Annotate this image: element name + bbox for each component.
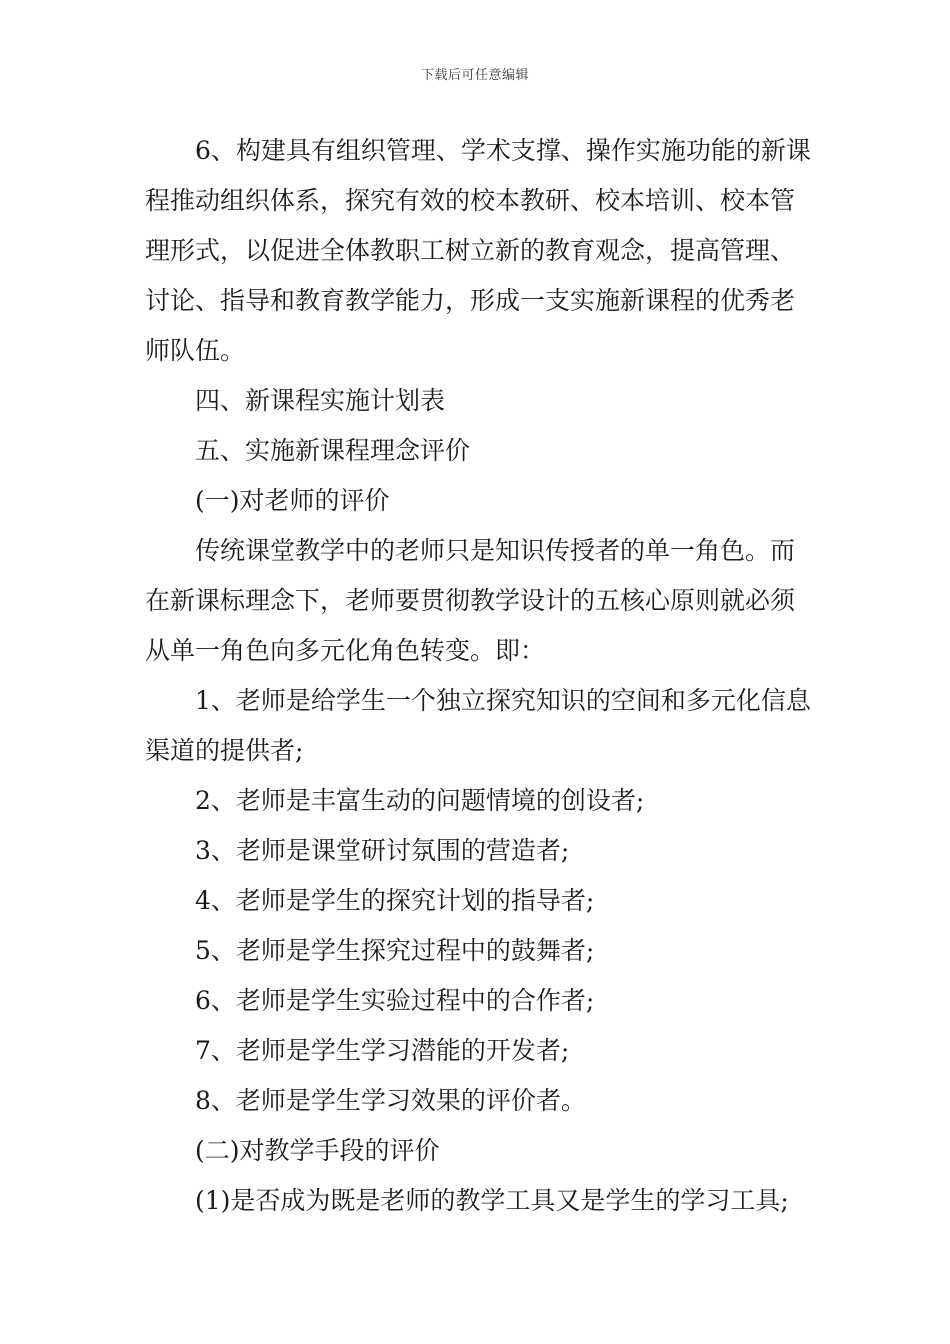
page-header: 下载后可任意编辑 [420, 68, 529, 83]
subheading-teaching-means-evaluation: (二)对教学手段的评价 [195, 1136, 440, 1165]
subheading-teacher-evaluation: (一)对老师的评价 [195, 486, 390, 515]
list-item: 6、老师是学生实验过程中的合作者; [195, 986, 595, 1015]
list-item: 4、老师是学生的探究计划的指导者; [195, 886, 595, 915]
paragraph-teacher-role: 传统课堂教学中的老师只是知识传授者的单一角色。而在新课标理念下，老师要贯彻教学设计的五核心原则就必须从单一角色向多元化角色转变。即： [145, 536, 796, 665]
list-item: 1、老师是给学生一个独立探究知识的空间和多元化信息渠道的提供者; [145, 686, 811, 765]
heading-implementation-schedule: 四、新课程实施计划表 [195, 386, 446, 415]
heading-concept-evaluation: 五、实施新课程理念评价 [195, 436, 471, 465]
document-body [145, 126, 815, 1226]
list-item: 8、老师是学生学习效果的评价者。 [195, 1086, 586, 1115]
list-item: 7、老师是学生学习潜能的开发者; [195, 1036, 570, 1065]
list-item: (1)是否成为既是老师的教学工具又是学生的学习工具; [195, 1186, 789, 1215]
list-item: 2、老师是丰富生动的问题情境的创设者; [195, 786, 645, 815]
list-item: 3、老师是课堂研讨氛围的营造者; [195, 836, 570, 865]
paragraph-organization-system: 6、构建具有组织管理、学术支撑、操作实施功能的新课程推动组织体系，探究有效的校本教研、校本培训、校本管理形式，以促进全体教职工树立新的教育观念，提高管理、讨论、指导和教育教学能力，形成一支实施新课程的优秀老师队伍。 [145, 136, 811, 365]
list-item: 5、老师是学生探究过程中的鼓舞者; [195, 936, 595, 965]
